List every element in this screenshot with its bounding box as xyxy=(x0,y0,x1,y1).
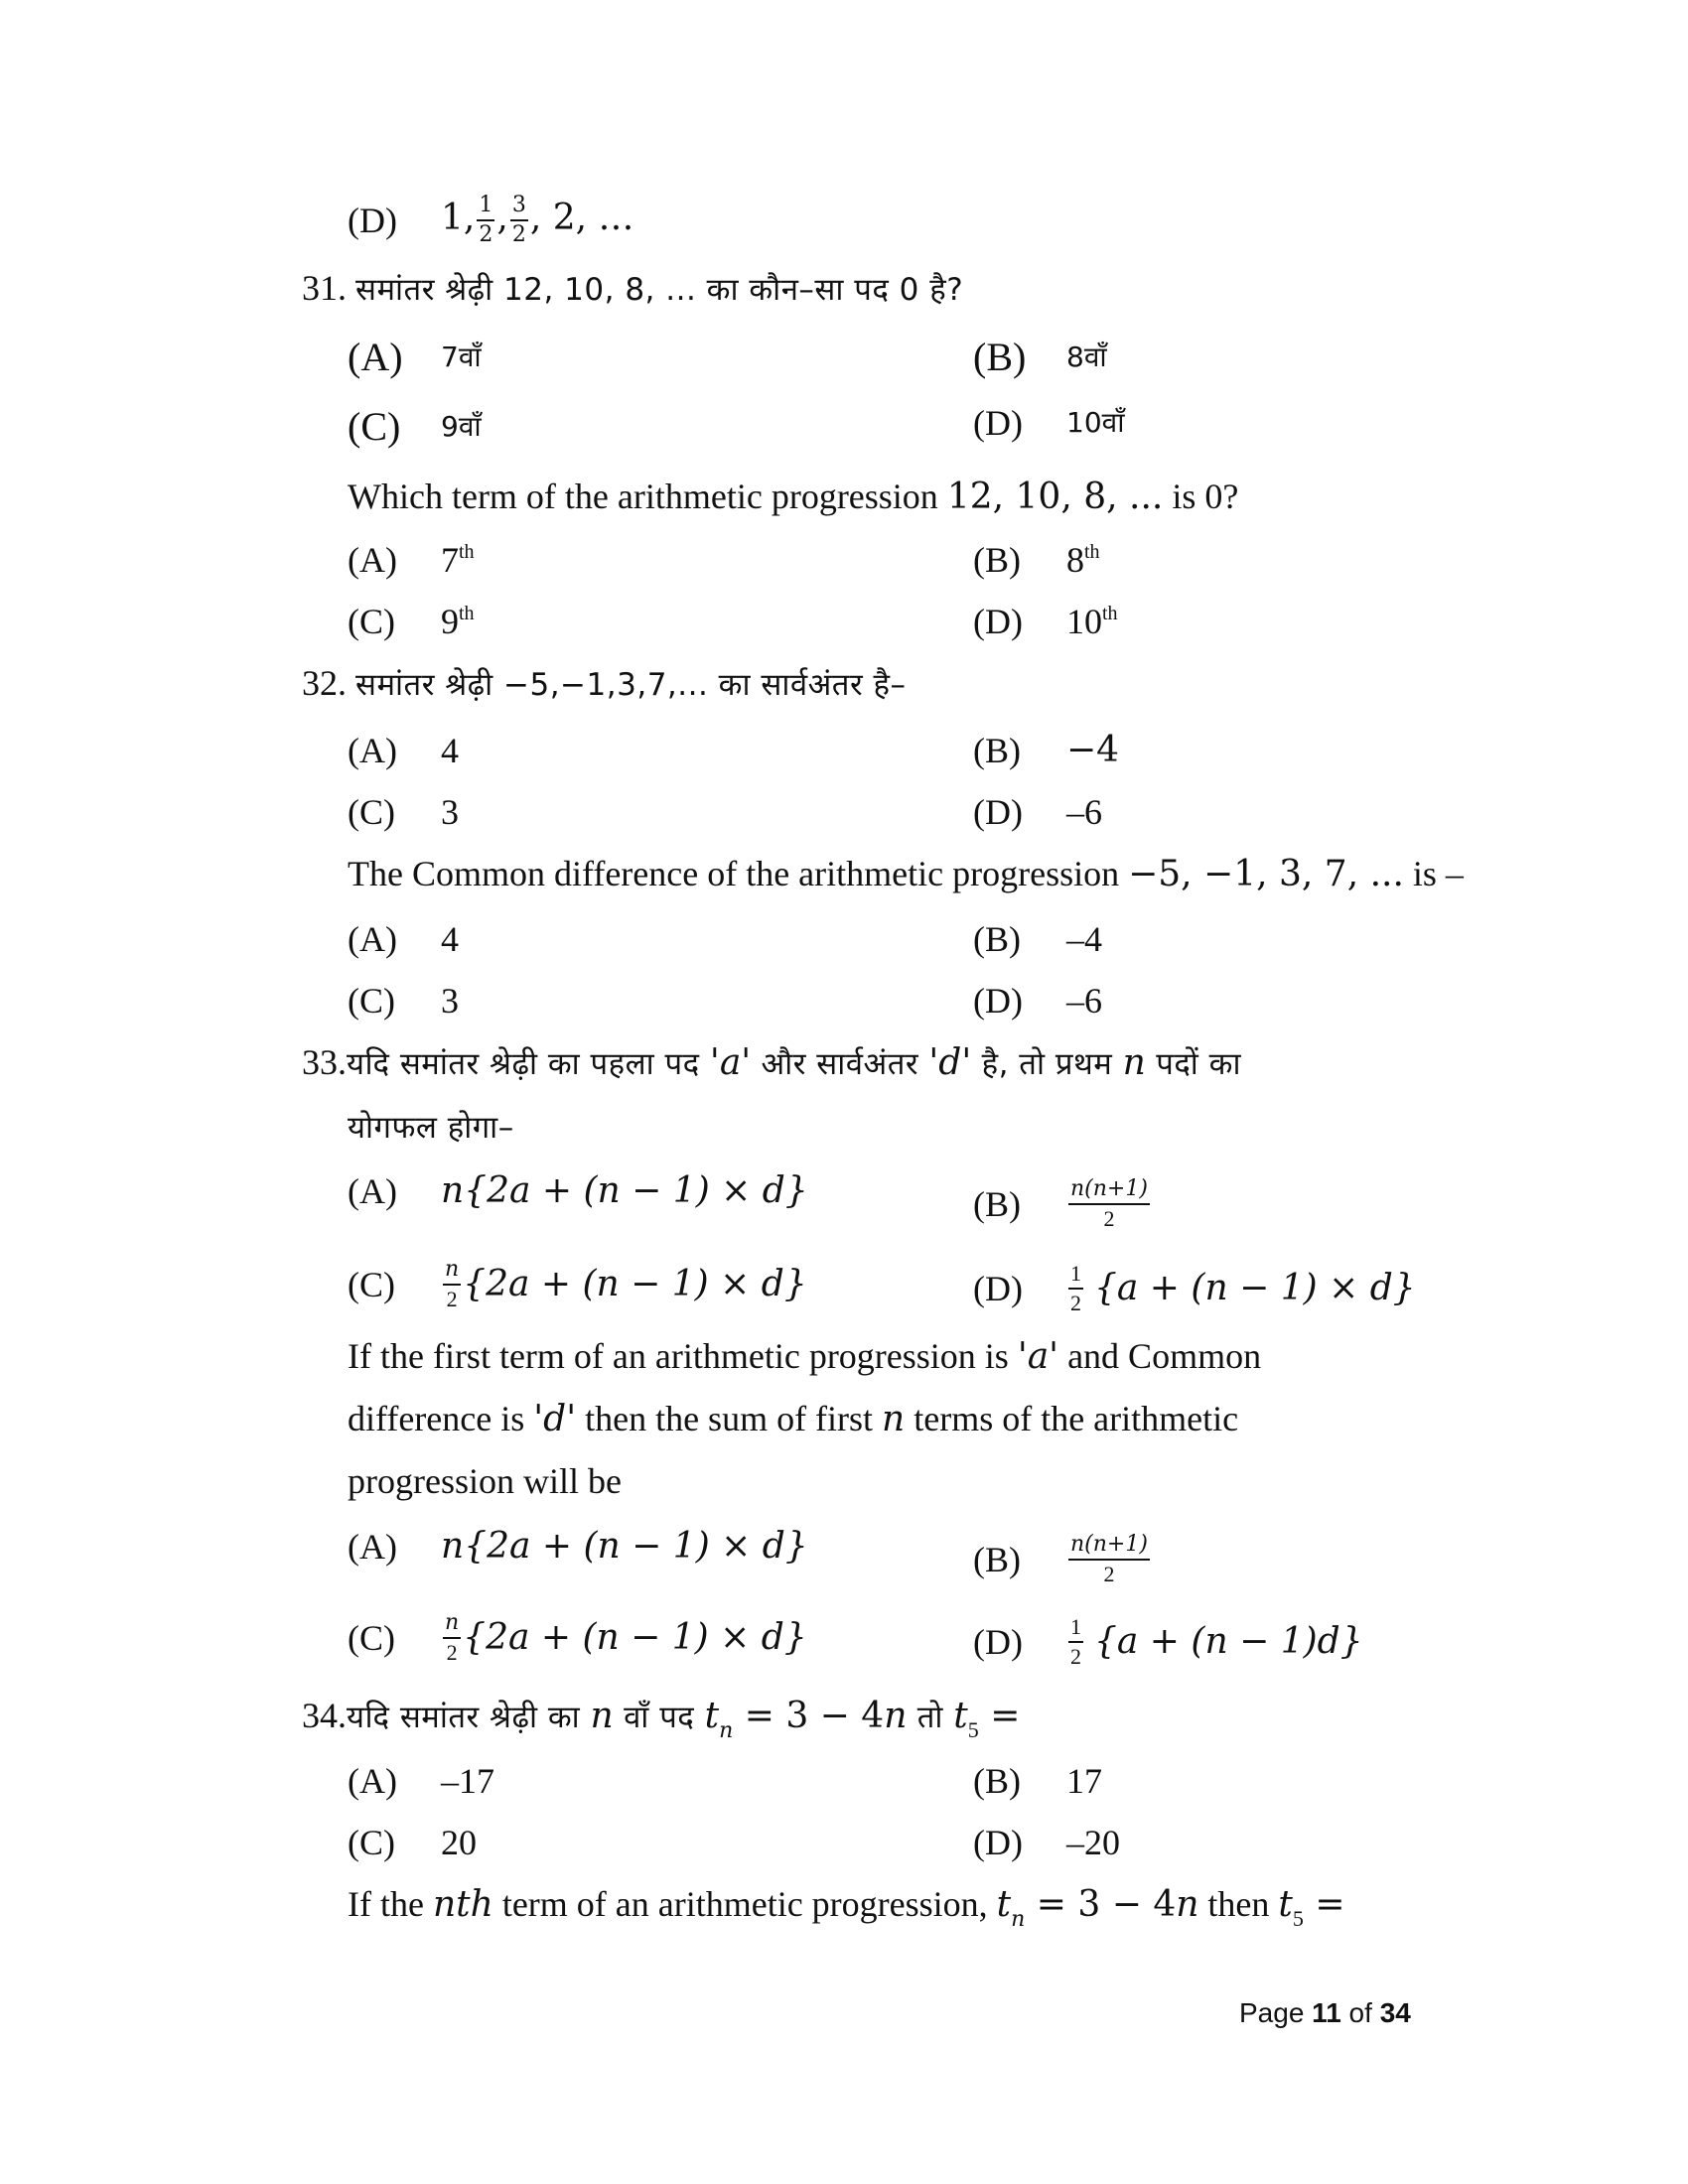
seq-rest: , 2, … xyxy=(529,198,634,238)
question-text: समांतर श्रेढ़ी 12, 10, 8, ... का कौन–सा पद 0 है? xyxy=(355,272,964,308)
ordinal-suffix: th xyxy=(1102,603,1118,624)
fraction-three-halves xyxy=(510,195,528,246)
option-value: n{2a + (n − 1) × d} xyxy=(441,1526,808,1567)
option-label: (D) xyxy=(973,1823,1023,1862)
option-label: (B) xyxy=(973,919,1021,959)
q34-hindi-option-b xyxy=(973,1759,1102,1803)
frac-den: 2 xyxy=(1103,1206,1115,1231)
question-text: then the sum of first xyxy=(576,1399,883,1438)
q33-hindi-option-c xyxy=(348,1255,807,1314)
option-label: (C) xyxy=(348,981,395,1021)
question-text: difference is xyxy=(348,1399,534,1438)
frac-num: n(n+1) xyxy=(1068,1178,1150,1205)
option-label: (D) xyxy=(973,602,1023,641)
q31-english-option-c xyxy=(348,600,475,643)
question-text: term of an arithmetic progression, xyxy=(492,1884,997,1924)
option-fraction xyxy=(1068,1263,1083,1314)
option-label: (D) xyxy=(973,403,1023,443)
option-fraction xyxy=(1068,1178,1150,1230)
q33-english-line2 xyxy=(348,1397,1238,1441)
var-n: n xyxy=(884,1696,908,1736)
q31-hindi-question xyxy=(302,266,963,312)
ordinal-suffix: th xyxy=(459,603,475,624)
var-nth: nth xyxy=(432,1884,493,1925)
q33-hindi-option-a xyxy=(348,1169,808,1213)
option-value xyxy=(441,195,634,246)
option-label: (C) xyxy=(348,1823,395,1862)
q34-english-question xyxy=(348,1882,1345,1932)
option-label: (B) xyxy=(973,1184,1021,1224)
option-label: (D) xyxy=(348,201,397,240)
fraction-half xyxy=(477,195,494,246)
q33-english-line3 xyxy=(348,1459,622,1503)
q31-english-option-d xyxy=(973,600,1118,643)
option-label: (B) xyxy=(973,731,1021,770)
option-value: 8 xyxy=(1066,540,1084,580)
option-value: –6 xyxy=(1066,981,1102,1021)
option-value: 3 xyxy=(441,792,459,832)
var-d: 'd' xyxy=(533,1399,577,1439)
question-text: If the first term of an arithmetic progression is xyxy=(348,1336,1018,1376)
q30-option-d xyxy=(348,195,634,246)
option-label: (B) xyxy=(973,1761,1021,1801)
option-label: (C) xyxy=(348,404,401,449)
subscript-5: 5 xyxy=(1292,1906,1304,1931)
option-value: {2a + (n − 1) × d} xyxy=(463,1617,807,1658)
option-value: −4 xyxy=(1066,730,1120,770)
q33-english-option-a xyxy=(348,1525,808,1569)
seq-first: 1, xyxy=(441,198,476,238)
var-t: t xyxy=(996,1884,1012,1925)
option-label: (D) xyxy=(973,981,1023,1021)
equation: = 3 − 4 xyxy=(733,1696,885,1736)
question-text: यदि समांतर श्रेढ़ी का xyxy=(347,1700,591,1735)
option-value: 10 xyxy=(1066,602,1102,641)
subscript-5: 5 xyxy=(967,1717,979,1742)
page-number-footer xyxy=(1239,1997,1411,2029)
option-value: {a + (n − 1)d} xyxy=(1094,1621,1363,1662)
question-math: −5, −1, 3, 7, ... xyxy=(1128,854,1404,894)
option-label: (A) xyxy=(348,540,397,580)
option-label: (C) xyxy=(348,792,395,832)
option-label: (A) xyxy=(348,731,397,770)
frac-den: 2 xyxy=(1103,1562,1115,1586)
question-text: वाँ पद xyxy=(613,1700,705,1735)
option-label: (A) xyxy=(348,1527,397,1567)
option-value: 8वाँ xyxy=(1066,341,1107,373)
frac-den: 2 xyxy=(1070,1291,1081,1315)
option-value: {2a + (n − 1) × d} xyxy=(463,1264,807,1304)
q31-hindi-option-b xyxy=(973,336,1107,379)
option-fraction xyxy=(1068,1534,1150,1585)
option-label: (D) xyxy=(973,1269,1023,1308)
frac-num: 1 xyxy=(477,195,494,221)
frac-num: 1 xyxy=(1068,1263,1083,1290)
q31-english-question xyxy=(348,475,1238,519)
var-t: t xyxy=(704,1696,720,1736)
q31-hindi-option-a xyxy=(348,336,482,379)
q32-hindi-question xyxy=(302,661,906,707)
var-a: 'a' xyxy=(709,1042,752,1083)
option-fraction xyxy=(1068,1616,1083,1668)
question-text-end: is – xyxy=(1403,854,1464,893)
q33-english-line1 xyxy=(348,1334,1261,1379)
option-label: (A) xyxy=(348,1171,397,1211)
q33-hindi-question-line2 xyxy=(348,1104,514,1150)
var-n: n xyxy=(1176,1884,1199,1925)
option-value: 4 xyxy=(441,919,459,959)
q32-english-option-a xyxy=(348,917,459,961)
question-text: Which term of the arithmetic progression xyxy=(348,477,947,516)
equals: = xyxy=(1303,1884,1345,1925)
ordinal-suffix: th xyxy=(1084,541,1100,563)
frac-num: n xyxy=(443,1259,461,1286)
option-value: 20 xyxy=(441,1823,477,1862)
q32-english-question xyxy=(348,852,1464,896)
option-label: (D) xyxy=(973,1622,1023,1662)
subscript-n: n xyxy=(1011,1907,1026,1932)
q33-hindi-option-d xyxy=(973,1259,1416,1318)
page-word: Page xyxy=(1239,1997,1313,2028)
question-math: 12, 10, 8, ... xyxy=(946,477,1164,517)
option-label: (C) xyxy=(348,602,395,641)
question-text: and Common xyxy=(1058,1336,1262,1376)
option-label: (B) xyxy=(973,540,1021,580)
q32-english-option-c xyxy=(348,979,459,1023)
q34-hindi-option-c xyxy=(348,1821,477,1864)
option-value: –17 xyxy=(441,1761,494,1801)
option-value: {a + (n − 1) × d} xyxy=(1094,1268,1416,1308)
option-fraction xyxy=(443,1612,461,1664)
frac-num: 3 xyxy=(510,195,528,221)
option-fraction xyxy=(443,1259,461,1310)
frac-den: 2 xyxy=(446,1640,458,1665)
option-label: (B) xyxy=(973,1540,1021,1579)
option-value: 3 xyxy=(441,981,459,1021)
option-value: 4 xyxy=(441,731,459,770)
option-value: 10वाँ xyxy=(1066,406,1125,439)
question-text: progression will be xyxy=(348,1461,622,1501)
q32-english-option-d xyxy=(973,979,1102,1023)
q34-hindi-option-d xyxy=(973,1821,1120,1864)
q33-hindi-question-line1 xyxy=(302,1040,1241,1086)
frac-den: 2 xyxy=(479,222,493,247)
q33-hindi-option-b xyxy=(973,1169,1152,1239)
var-t: t xyxy=(1278,1884,1293,1925)
question-text: तो xyxy=(907,1700,954,1735)
frac-num: 1 xyxy=(1068,1616,1083,1643)
option-label: (C) xyxy=(348,1618,395,1658)
q33-english-option-c xyxy=(348,1608,807,1668)
frac-den: 2 xyxy=(511,222,526,247)
option-label: (B) xyxy=(973,335,1027,379)
q31-hindi-option-d xyxy=(973,401,1124,445)
var-d: 'd' xyxy=(928,1042,972,1083)
option-value: 9वाँ xyxy=(441,410,482,443)
q32-english-option-b xyxy=(973,917,1102,961)
q34-hindi-option-a xyxy=(348,1759,494,1803)
var-n: n xyxy=(1122,1042,1146,1083)
ordinal-suffix: th xyxy=(459,541,475,563)
current-page: 11 xyxy=(1312,1997,1341,2028)
question-number: 31. xyxy=(302,268,347,308)
q32-hindi-option-d xyxy=(973,790,1102,834)
frac-den: 2 xyxy=(1070,1644,1081,1669)
option-value: 9 xyxy=(441,602,459,641)
var-a: 'a' xyxy=(1017,1336,1059,1377)
question-number: 34. xyxy=(302,1696,347,1735)
option-label: (D) xyxy=(973,792,1023,832)
q34-hindi-question xyxy=(302,1694,1021,1743)
var-t: t xyxy=(953,1696,968,1736)
question-text: The Common difference of the arithmetic progression xyxy=(348,854,1129,893)
option-value: –6 xyxy=(1066,792,1102,832)
question-text: then xyxy=(1198,1884,1279,1924)
option-value: n{2a + (n − 1) × d} xyxy=(441,1170,808,1211)
subscript-n: n xyxy=(719,1718,734,1743)
question-text: और सार्वअंतर xyxy=(751,1046,929,1082)
frac-den: 2 xyxy=(446,1287,458,1311)
frac-num: n(n+1) xyxy=(1068,1534,1150,1561)
option-label: (A) xyxy=(348,919,397,959)
total-pages: 34 xyxy=(1379,1997,1411,2028)
frac-num: n xyxy=(443,1612,461,1639)
question-number: 32. xyxy=(302,663,347,703)
var-n: n xyxy=(882,1399,906,1439)
question-text: If the xyxy=(348,1884,433,1924)
question-text: है, तो प्रथम xyxy=(971,1046,1123,1082)
q32-hindi-option-a xyxy=(348,729,459,772)
option-value: –20 xyxy=(1066,1823,1120,1862)
question-text: योगफल होगा– xyxy=(348,1110,514,1146)
question-text: पदों का xyxy=(1145,1046,1242,1082)
seq-sep: , xyxy=(496,198,508,238)
equals: = xyxy=(978,1696,1021,1736)
option-value: 7 xyxy=(441,540,459,580)
q32-hindi-option-c xyxy=(348,790,459,834)
q31-hindi-option-c xyxy=(348,405,482,449)
question-text: समांतर श्रेढ़ी −5,−1,3,7,... का सार्वअंतर है– xyxy=(355,667,907,703)
option-value: –4 xyxy=(1066,919,1102,959)
option-value: 7वाँ xyxy=(441,341,482,373)
q33-english-option-d xyxy=(973,1612,1363,1672)
question-text: terms of the arithmetic xyxy=(905,1399,1239,1438)
q32-hindi-option-b xyxy=(973,729,1119,772)
q33-english-option-b xyxy=(973,1525,1152,1594)
equation: = 3 − 4 xyxy=(1025,1884,1177,1925)
q31-english-option-b xyxy=(973,538,1100,582)
question-number: 33. xyxy=(302,1042,347,1082)
option-label: (A) xyxy=(348,335,403,379)
of-word: of xyxy=(1340,1997,1380,2028)
option-label: (A) xyxy=(348,1761,397,1801)
option-value: 17 xyxy=(1066,1761,1102,1801)
question-text-end: is 0? xyxy=(1163,477,1239,516)
question-text: यदि समांतर श्रेढ़ी का पहला पद xyxy=(347,1046,710,1082)
q31-english-option-a xyxy=(348,538,475,582)
option-label: (C) xyxy=(348,1265,395,1304)
var-n: n xyxy=(590,1696,614,1736)
